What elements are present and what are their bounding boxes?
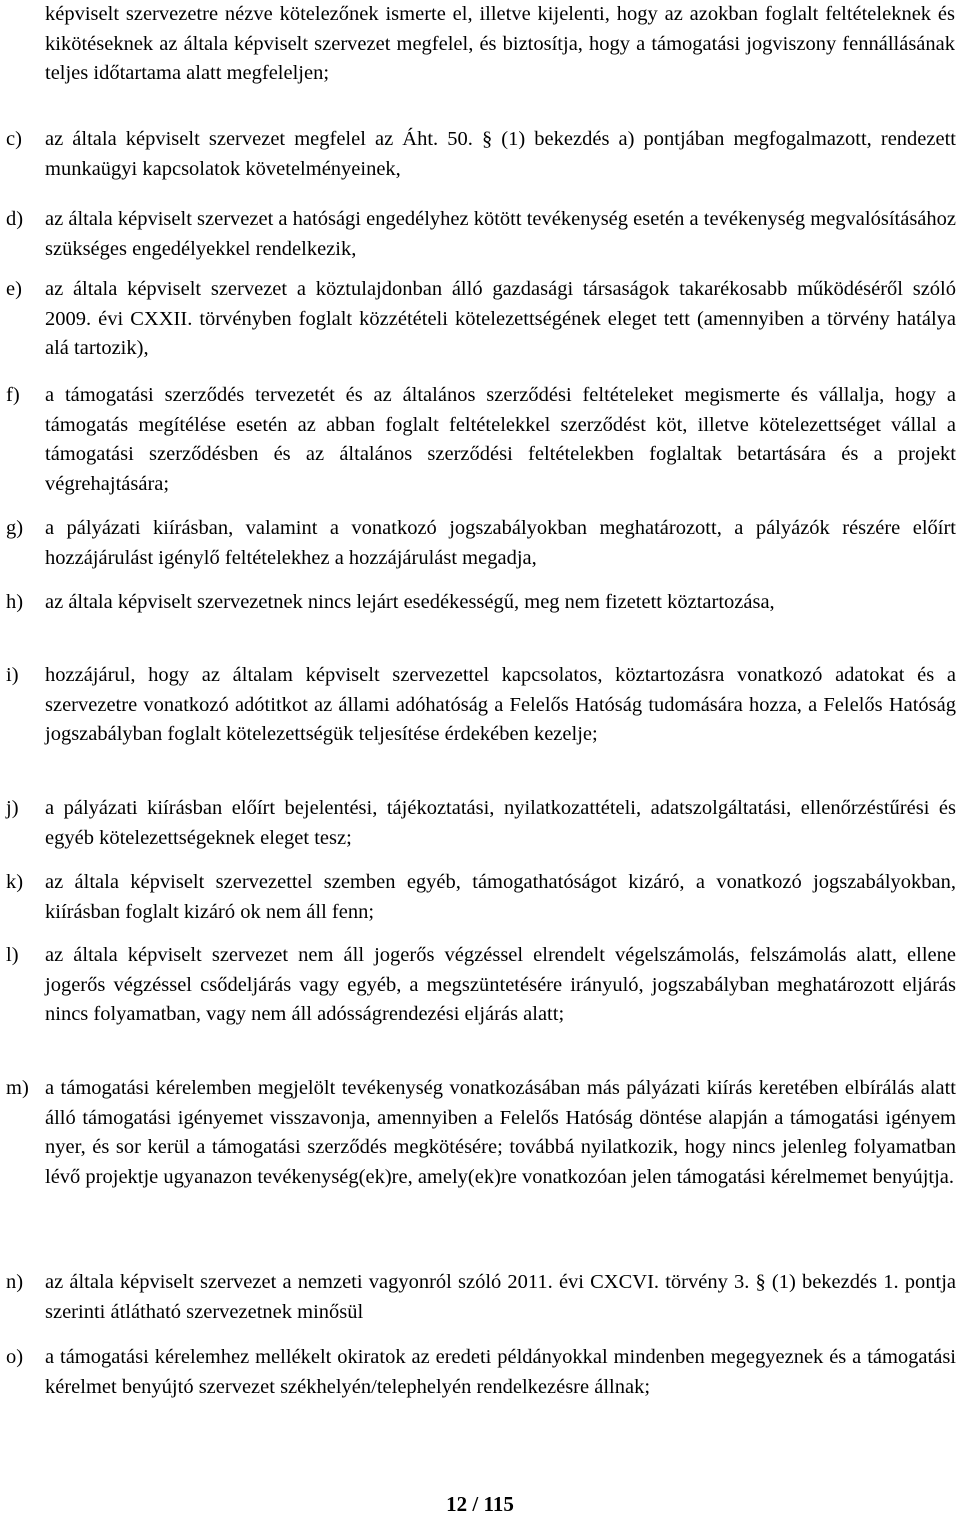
list-item-j bbox=[6, 794, 956, 853]
list-item-text: a támogatási szerződés tervezetét és az általános szerződési feltételeket megismerte és vállalja, hogy a támogatás megítélése esetén az abban foglalt feltételekkel szerződést köt, illetve kötelezettséget vállal a támogatási szerződésben és az általános szerződési feltételekben foglaltak betartására és a projekt végrehajtására; bbox=[45, 384, 956, 495]
list-item-text: az általa képviselt szervezet a köztulajdonban álló gazdasági társaságok takarékosabb működéséről szóló 2009. évi CXXII. törvényben foglalt közzétételi kötelezettségének eleget tett (amennyiben a törvény hatálya alá tartozik), bbox=[45, 278, 956, 360]
list-item-text: a pályázati kiírásban, valamint a vonatkozó jogszabályokban meghatározott, a pályázók részére előírt hozzájárulást igénylő feltételekhez a hozzájárulást megadja, bbox=[45, 517, 956, 569]
list-item-i bbox=[6, 661, 956, 750]
list-item-m bbox=[6, 1074, 956, 1192]
intro-paragraph: képviselt szervezetre nézve kötelezőnek ismerte el, illetve kijelenti, hogy az azokban foglalt feltételeknek és kikötéseknek az általa képviselt szervezet megfelel, és biztosítja, hogy a támogatási jogviszony fennállásának teljes időtartama alatt megfeleljen; bbox=[45, 3, 955, 85]
list-item-label: f) bbox=[6, 384, 20, 406]
list-item-text: az általa képviselt szervezet a hatósági engedélyhez kötött tevékenység esetén a tevékenység megvalósításához szükséges engedélyekkel rendelkezik, bbox=[45, 208, 956, 260]
list-item-text: a támogatási kérelemhez mellékelt okiratok az eredeti példányokkal mindenben megegyeznek és a támogatási kérelmet benyújtó szervezet székhelyén/telephelyén rendelkezésre állnak; bbox=[45, 1346, 956, 1398]
list-item-f bbox=[6, 381, 956, 499]
list-item-label: m) bbox=[6, 1077, 29, 1099]
list-item-text: az általa képviselt szervezet megfelel az Áht. 50. § (1) bekezdés a) pontjában megfogalmazott, rendezett munkaügyi kapcsolatok követelményeinek, bbox=[45, 128, 956, 180]
list-item-label: h) bbox=[6, 591, 24, 613]
list-item-k bbox=[6, 868, 956, 927]
list-item-label: l) bbox=[6, 944, 19, 966]
list-item-label: c) bbox=[6, 128, 22, 150]
list-item-label: o) bbox=[6, 1346, 24, 1368]
list-item-c bbox=[6, 125, 956, 184]
list-item-text: az általa képviselt szervezettel szemben egyéb, támogathatóságot kizáró, a vonatkozó jogszabályokban, kiírásban foglalt kizáró ok nem áll fenn; bbox=[45, 871, 956, 923]
list-item-h bbox=[6, 588, 956, 618]
list-item-o bbox=[6, 1343, 956, 1402]
list-item-label: g) bbox=[6, 517, 24, 539]
list-item-label: d) bbox=[6, 208, 24, 230]
list-item-text: az általa képviselt szervezet nem áll jogerős végzéssel elrendelt végelszámolás, felszámolás alatt, ellene jogerős végzéssel csődeljárás vagy egyéb, a megszüntetésére irányuló, jogszabályban meghatározott eljárás nincs folyamatban, vagy nem áll adósságrendezési eljárás alatt; bbox=[45, 944, 956, 1026]
list-item-e bbox=[6, 275, 956, 364]
list-item-label: k) bbox=[6, 871, 24, 893]
page-number: 12 / 115 bbox=[446, 1492, 514, 1516]
list-item-d bbox=[6, 205, 956, 264]
list-item-g bbox=[6, 514, 956, 573]
list-item-text: az általa képviselt szervezetnek nincs lejárt esedékességű, meg nem fizetett köztartozása, bbox=[45, 591, 775, 613]
list-item-n bbox=[6, 1268, 956, 1327]
list-item-label: i) bbox=[6, 664, 19, 686]
list-item-label: n) bbox=[6, 1271, 24, 1293]
list-item-l bbox=[6, 941, 956, 1030]
list-item-text: a támogatási kérelemben megjelölt tevékenység vonatkozásában más pályázati kiírás keretében elbírálás alatt álló támogatási igényemet visszavonja, amennyiben a Felelős Hatóság döntése alapján a támogatási igényem nyer, és sor kerül a támogatási szerződés megkötésére; továbbá nyilatkozik, hogy nincs jelenleg folyamatban lévő projektje ugyanazon tevékenység(ek)re, amely(ek)re vonatkozóan jelen támogatási kérelmemet benyújtja. bbox=[45, 1077, 956, 1188]
list-item-text: az általa képviselt szervezet a nemzeti vagyonról szóló 2011. évi CXCVI. törvény 3. § (1) bekezdés 1. pontja szerinti átlátható szervezetnek minősül bbox=[45, 1271, 956, 1323]
list-item-text: a pályázati kiírásban előírt bejelentési, tájékoztatási, nyilatkozattételi, adatszolgáltatási, ellenőrzéstűrési és egyéb kötelezettségeknek eleget tesz; bbox=[45, 797, 956, 849]
list-item-label: j) bbox=[6, 797, 19, 819]
list-item-label: e) bbox=[6, 278, 22, 300]
list-item-text: hozzájárul, hogy az általam képviselt szervezettel kapcsolatos, köztartozásra vonatkozó adatokat és a szervezetre vonatkozó adótitkot az állami adóhatóság a Felelős Hatóság tudomására hozza, a Felelős Hatóság jogszabályban foglalt kötelezettségük teljesítése érdekében kezelje; bbox=[45, 664, 956, 746]
